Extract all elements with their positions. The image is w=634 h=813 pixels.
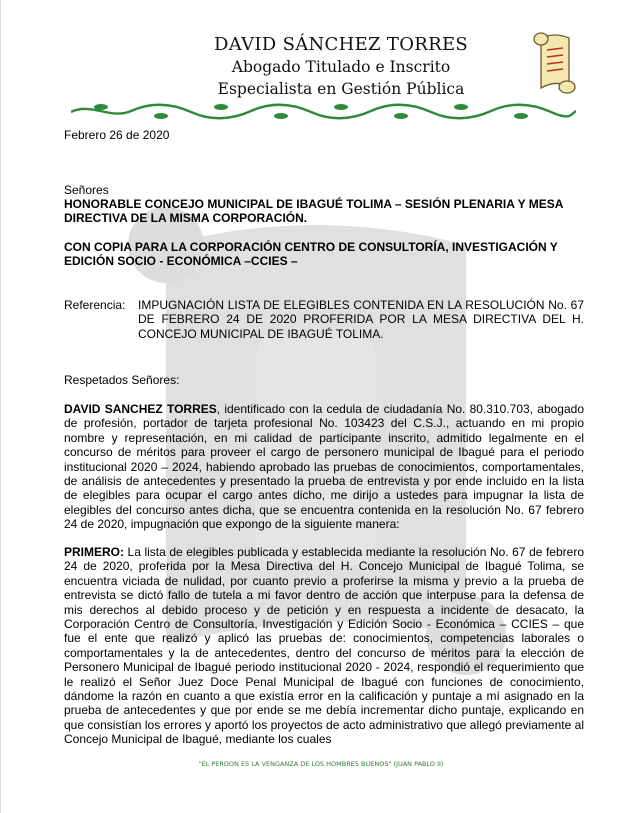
salutation-label: Señores	[64, 183, 109, 197]
footer-quote: "EL PERDON ES LA VENGANZA DE LOS HOMBRES BUENOS" (JUAN PABLO II)	[198, 760, 444, 768]
vine-divider	[71, 100, 576, 122]
recipient-block: HONORABLE CONCEJO MUNICIPAL DE IBAGUÉ TOLIMA – SESIÓN PLENARIA Y MESA DIRECTIVA DE LA MISMA CORPORACIÓN.	[64, 197, 563, 226]
letterhead-title: Abogado Titulado e Inscrito	[231, 58, 451, 76]
letterhead-name: DAVID SÁNCHEZ TORRES	[213, 34, 469, 55]
body-paragraph-1	[64, 402, 584, 532]
letter-date: Febrero 26 de 2020	[64, 128, 170, 142]
body-paragraph-2	[64, 545, 584, 747]
letterhead-specialty: Especialista en Gestión Pública	[217, 80, 465, 98]
paragraph-1-lead: DAVID SANCHEZ TORRES	[64, 402, 217, 416]
paragraph-2-text: La lista de elegibles publicada y establecida mediante la resolución No. 67 de febrero 24 de 2020, proferida por la Mesa Directiva del H. Concejo Municipal de Ibagué Tolima, se encuentra viciada de nulidad, por cuanto previo a proferirse la misma y previo a la prueba de entrevista se dictó fallo de tutela a mi favor dentro de acción que interpuse para la defensa de mis derechos al debido proceso y de petición y en respuesta a incidente de desacato, la Corporación Centro de Consultoría, Investigación y Edición Socio - Económica – CCIES – que fue el ente que realizó y aplicó las pruebas de: conocimientos, competencias laborales o comportamentales y la de antecedentes, dentro del concurso de méritos para la elección de Personero Municipal de Ibagué periodo institucional 2020 - 2024, respondió el requerimiento que le realizó el Señor Juez Doce Penal Municipal de Ibagué con funciones de conocimiento, dándome la razón en cuanto a que existía error en la calificación y puntaje a mí asignado en la prueba de antecedentes y que por ende se me debía incrementar dicho puntaje, explicando en que consistían los errores y aportó los proyectos de acto administrativo que allegó previamente al Concejo Municipal de Ibagué, mediante los cuales	[64, 545, 584, 747]
copy-to-block: CON COPIA PARA LA CORPORACIÓN CENTRO DE CONSULTORÍA, INVESTIGACIÓN Y EDICIÓN SOCIO - ECONÓMICA –CCIES –	[64, 240, 558, 269]
scroll-icon	[529, 28, 579, 100]
paragraph-2-lead: PRIMERO:	[64, 545, 124, 559]
greeting: Respetados Señores:	[64, 373, 180, 387]
reference-label: Referencia:	[64, 298, 126, 312]
reference-text: IMPUGNACIÓN LISTA DE ELEGIBLES CONTENIDA EN LA RESOLUCIÓN No. 67 DE FEBRERO 24 DE 2020 PROFERIDA POR LA MESA DIRECTIVA DEL H. CONCEJO MUNICIPAL DE IBAGUÉ TOLIMA.	[138, 298, 584, 341]
paragraph-1-text: , identificado con la cedula de ciudadanía No. 80.310.703, abogado de profesión, portador de tarjeta profesional No. 103423 del C.S.J., actuando en mi propio nombre y representación, en mi calidad de participante inscrito, admitido legalmente en el concurso de méritos para proveer el cargo de personero municipal de Ibagué para el periodo institucional 2020 – 2024, habiendo aprobado las pruebas de conocimientos, comportamentales, de análisis de antecedentes y presentado la prueba de entrevista y por ende incluido en la lista de elegibles para ocupar el cargo antes dicho, me dirijo a ustedes para impugnar la lista de elegibles del concurso antes dicha, que se encuentra contenida en la resolución No. 67 febrero 24 de 2020, impugnación que expongo de la siguiente manera:	[64, 402, 584, 532]
